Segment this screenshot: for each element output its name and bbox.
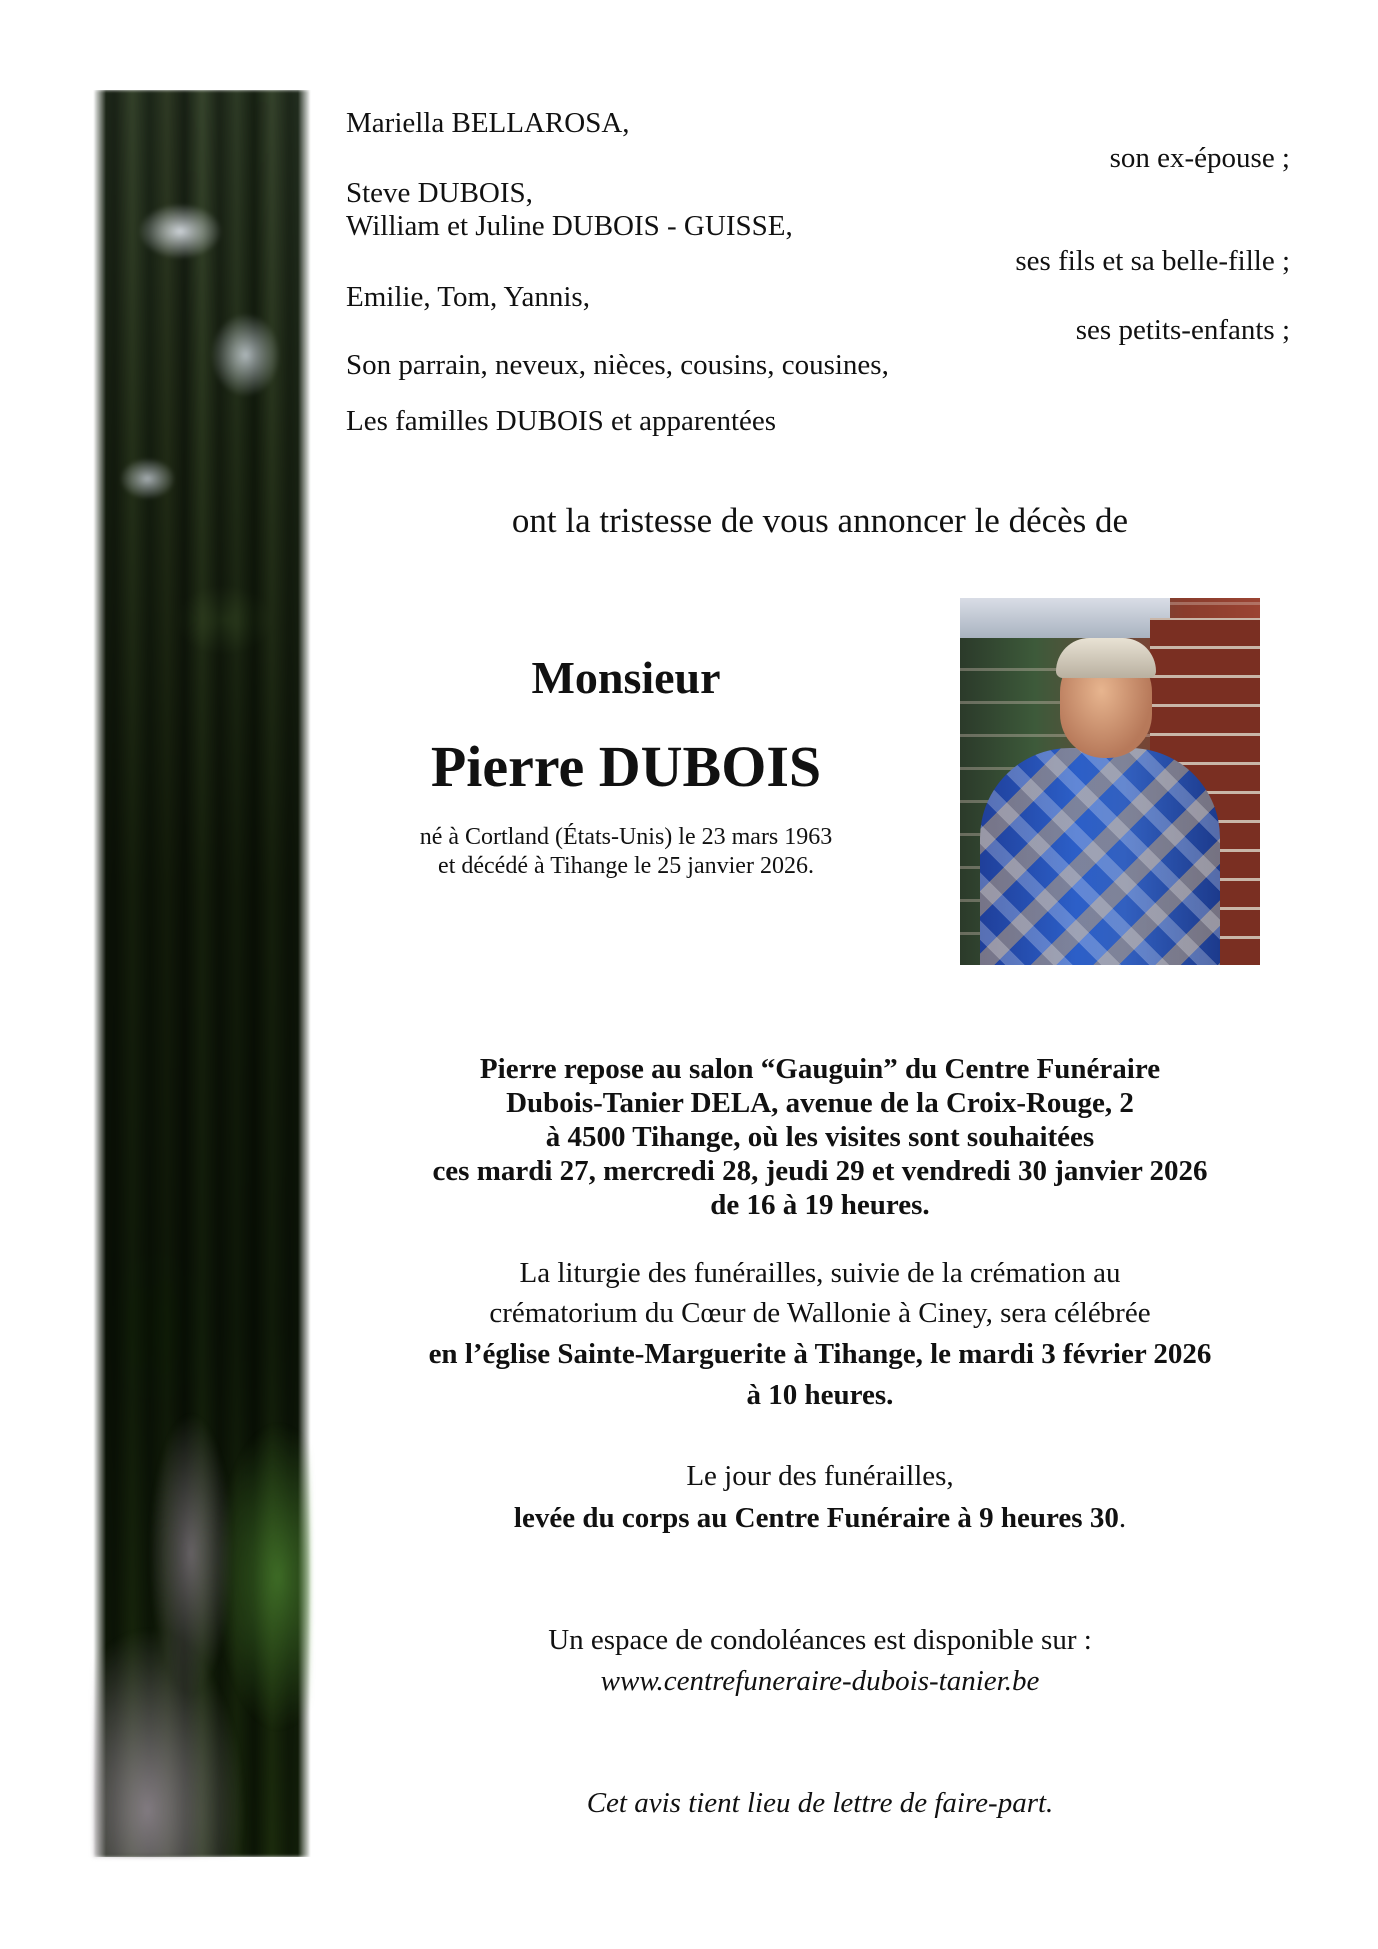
funeral-line-3: en l’église Sainte-Marguerite à Tihange, le mardi 3 février 2026 — [428, 1338, 1212, 1370]
condolences-url[interactable]: www.centrefuneraire-dubois-tanier.be — [600, 1665, 1040, 1697]
condolences-text: Un espace de condoléances est disponible sur : — [548, 1624, 1092, 1656]
visitation-line-2: Dubois-Tanier DELA, avenue de la Croix-Rouge, 2 — [506, 1087, 1134, 1119]
footer-note: Cet avis tient lieu de lettre de faire-part. — [586, 1787, 1054, 1819]
death-info: et décédé à Tihange le 25 janvier 2026. — [438, 853, 814, 879]
family-line-5: Son parrain, neveux, nièces, cousins, cousines, — [346, 349, 889, 381]
family-line-6: Les familles DUBOIS et apparentées — [346, 405, 777, 437]
departure-line-2-bold: levée du corps au Centre Funéraire à 9 heures 30 — [513, 1502, 1119, 1534]
departure-line-2-period: . — [1118, 1502, 1127, 1534]
funeral-line-4: à 10 heures. — [746, 1379, 894, 1411]
funeral-line-1: La liturgie des funérailles, suivie de la crémation au — [519, 1257, 1121, 1289]
family-relation-2: ses fils et sa belle-fille ; — [1015, 245, 1290, 277]
family-line-1: Mariella BELLAROSA, — [346, 107, 630, 139]
visitation-line-5: de 16 à 19 heures. — [710, 1189, 930, 1221]
departure-line-2 — [346, 1501, 1294, 1535]
family-relation-3: ses petits-enfants ; — [1075, 314, 1290, 346]
birth-info: né à Cortland (États-Unis) le 23 mars 1963 — [419, 824, 833, 850]
visitation-line-3: à 4500 Tihange, où les visites sont souhaitées — [545, 1121, 1095, 1153]
announcement: ont la tristesse de vous annoncer le décès de — [511, 501, 1129, 540]
departure-line-1: Le jour des funérailles, — [686, 1460, 954, 1492]
family-relation-1: son ex-épouse ; — [1109, 142, 1290, 174]
family-line-3: William et Juline DUBOIS - GUISSE, — [346, 210, 793, 242]
deceased-name: Pierre DUBOIS — [430, 734, 822, 799]
forest-path-overlay — [93, 1390, 311, 1857]
honorific: Monsieur — [531, 652, 721, 703]
family-line-2: Steve DUBOIS, — [346, 177, 533, 209]
visitation-line-1: Pierre repose au salon “Gauguin” du Centre Funéraire — [479, 1053, 1161, 1085]
portrait-photo — [960, 598, 1260, 965]
funeral-line-2: crématorium du Cœur de Wallonie à Ciney, sera célébrée — [489, 1297, 1151, 1329]
visitation-line-4: ces mardi 27, mercredi 28, jeudi 29 et vendredi 30 janvier 2026 — [432, 1155, 1208, 1187]
family-line-4: Emilie, Tom, Yannis, — [346, 281, 590, 313]
